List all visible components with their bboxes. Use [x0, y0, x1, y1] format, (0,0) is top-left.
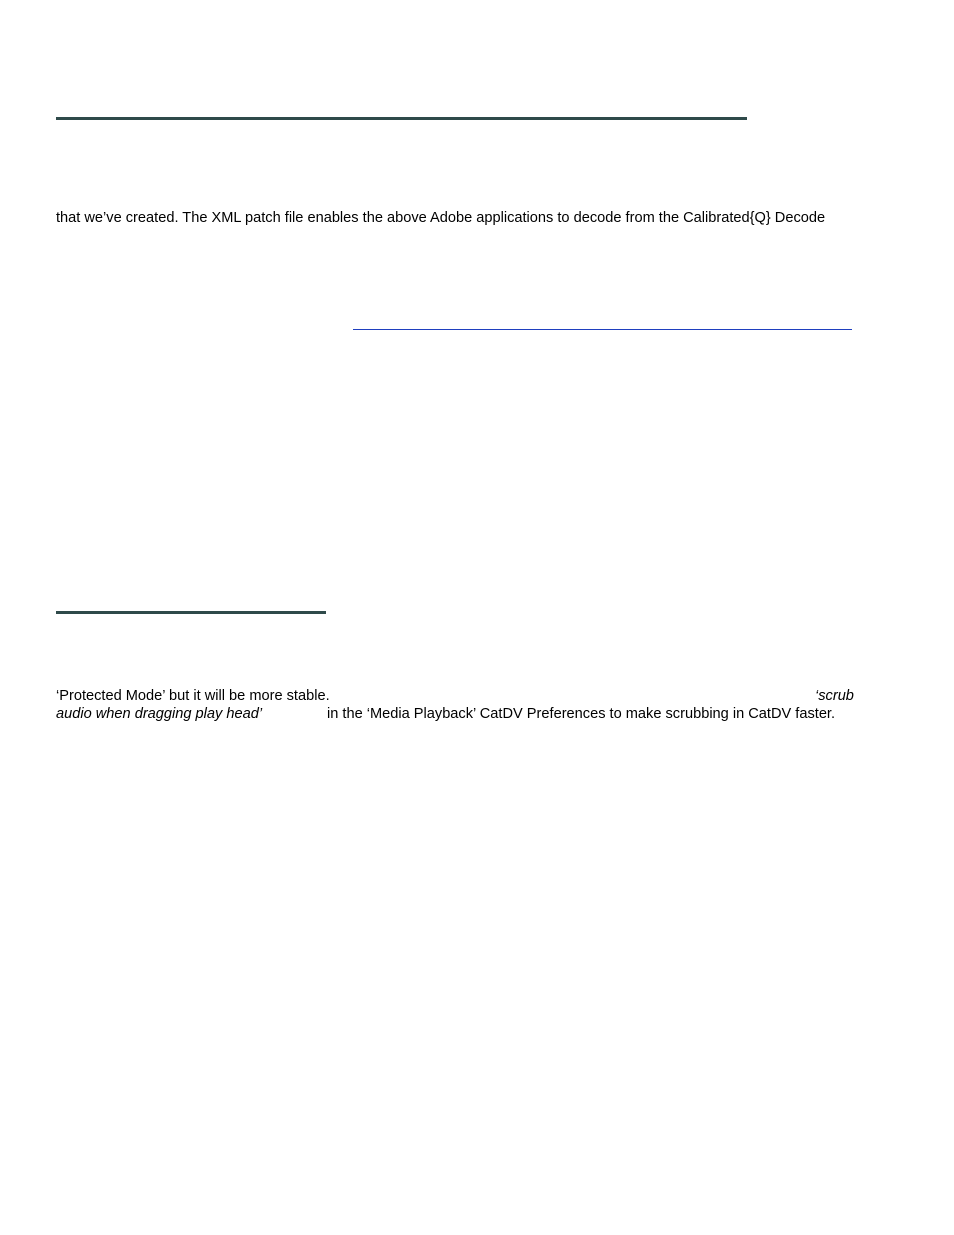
body-text-protected-mode: ‘Protected Mode’ but it will be more stable. — [56, 688, 330, 704]
hyperlink-underline[interactable] — [353, 329, 852, 330]
body-text-audio-drag-italic: audio when dragging play head’ — [56, 706, 263, 722]
body-text-media-playback: in the ‘Media Playback’ CatDV Preferences to make scrubbing in CatDV faster. — [327, 706, 836, 722]
section-divider-top — [56, 117, 747, 120]
body-text-scrub-italic: ‘scrub — [815, 688, 854, 704]
section-divider-bottom — [56, 611, 326, 614]
body-paragraph-xml-patch: that we’ve created. The XML patch file enables the above Adobe applications to decode from the Calibrated{Q} Decode — [56, 210, 826, 226]
